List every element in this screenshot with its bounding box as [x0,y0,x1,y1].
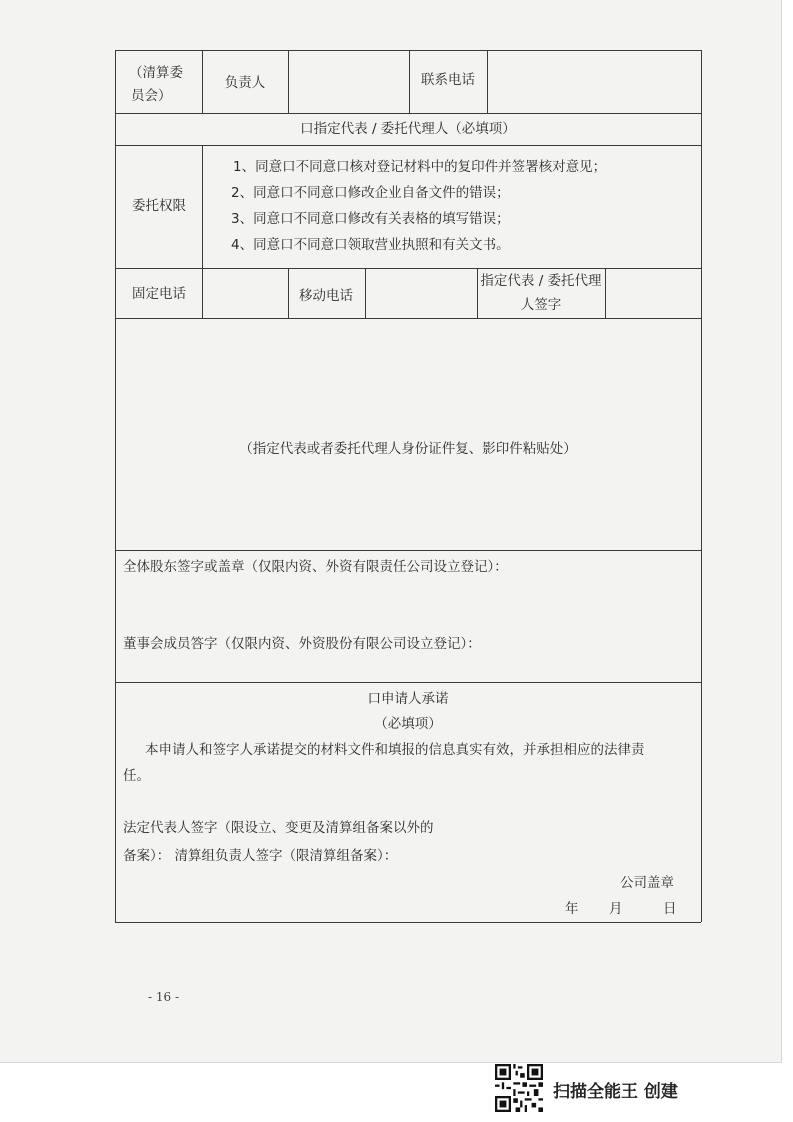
company-seal-label: 公司盖章 [620,875,674,891]
shareholders-signature-label: 全体股东签字或盖章（仅限内资、外资有限责任公司设立登记）： [123,559,508,575]
fixed-phone-label: 固定电话 [132,286,186,302]
required-note: （必填项） [374,716,442,732]
date-year: 年 [565,901,579,917]
scanner-watermark [495,1060,715,1115]
authority-item: 3、同意口不同意口修改有关表格的填写错误； [231,211,510,227]
cell-divider [365,268,366,318]
board-members-signature-label: 董事会成员答字（仅限内资、外资股份有限公司设立登记）： [123,636,481,652]
qr-code-icon [495,1064,543,1112]
commitment-text: 本申请人和签字人承诺提交的材料文件和填报的信息真实有效，并承担相应的法律责 [145,742,645,758]
commitment-text-end: 任。 [123,768,150,784]
agent-signature-label-line1: 指定代表 / 委托代理 [480,273,602,289]
registration-form-table [115,50,701,922]
cell-divider [409,50,410,113]
authority-item: 1、同意口不同意口核对登记材料中的复印件并签署核对意见； [233,159,607,175]
brand-text: 扫描全能王 创建 [553,1082,678,1102]
cell-divider [202,268,203,318]
authority-item: 2、同意口不同意口修改企业自备文件的错误； [231,185,510,201]
applicant-commitment-title: 口申请人承诺 [367,691,449,707]
agent-section-title: 口指定代表 / 委托代理人（必填项） [300,121,516,137]
date-month: 月 [609,901,623,917]
cell-divider [487,50,488,113]
liquidation-committee-label-line2: 员会） [131,88,172,104]
legal-representative-signature-label: 法定代表人签字（限设立、变更及清算组备案以外的 [123,820,434,836]
liquidation-head-signature-label: 备案）： 清算组负责人签字（限清算组备案）： [123,848,398,864]
contact-phone-label: 联系电话 [421,72,475,88]
authority-item: 4、同意口不同意口领取营业执照和有关文书。 [231,237,510,253]
agent-signature-label-line2: 人签字 [520,297,562,313]
row-divider [115,550,701,551]
mobile-phone-label: 移动电话 [299,288,353,304]
cell-divider [477,268,478,318]
table-border-bottom [115,922,701,923]
responsible-person-label: 负责人 [224,75,266,91]
liquidation-committee-label-line1: （清算委 [129,65,183,81]
page-number: - 16 - [148,990,180,1004]
table-border-left [115,50,116,922]
table-border-right [701,50,702,922]
cell-divider [288,50,289,113]
cell-divider [288,268,289,318]
date-day: 日 [663,901,677,917]
id-copy-paste-area: （指定代表或者委托代理人身份证件复、影印件粘贴处） [239,441,577,457]
row-divider [115,318,701,319]
cell-divider [605,268,606,318]
cell-divider [202,50,203,113]
row-divider [115,682,701,683]
authority-label: 委托权限 [132,198,186,214]
row-divider [115,113,701,114]
cell-divider [202,145,203,268]
